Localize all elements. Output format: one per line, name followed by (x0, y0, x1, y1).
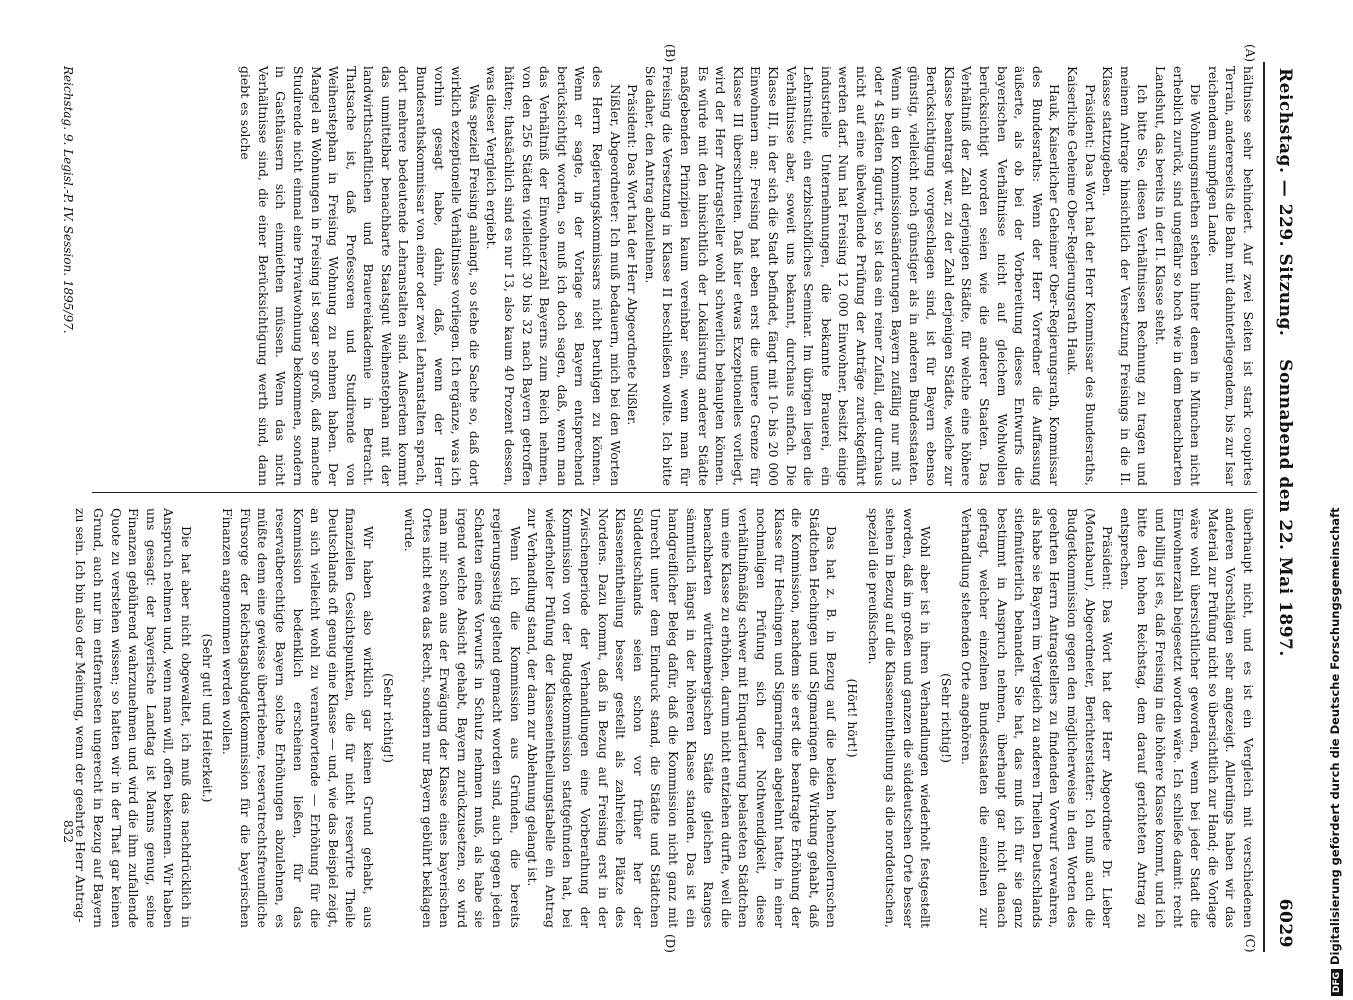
paragraph: Ich bitte Sie, diesen Verhältnissen Rechnung zu tragen und meinem Antrage hinsichtlich der Versetzung Freisings in die II. Klasse stattzugeben. (1100, 66, 1151, 486)
paragraph: Das hat z. B. in Bezug auf die beiden hohenzollernschen Städtchen Hechingen und Sigmaringen die Wirkung gehabt, daß die Kommission, nachdem sie erst die beantragte Erhöhung der Klasse für Hechingen und Sigmaringen abgelehnt hatte, in einer nochmaligen Prüfung sich der Nothwendigkeit, diese verhältnißmäßig schwer mit Einquartierung belasteten Städtchen um eine Klasse zu erhöhen, darum nicht entziehen durfte, weil die benachbarten württembergischen Städte gleichen Ranges sämmtlich längst in der höheren Klasse standen. Das ist ein handgreiflicher Beleg dafür, daß die Kommission nicht ganz mit Unrecht unter dem Eindruck stand, die Städte und Städtchen Süddeutschlands seien schon vor früher her der Klasseneintheilung besser gestellt als zahlreiche Plätze des Nordens. Dazu kommt, daß in Bezug auf Freising erst in der Zwischenperiode der Verhandlungen eine Vorberathung der Kommission von der Budgetkommission stattgefunden hat, bei wiederholter Prüfung der Klasseneintheilungstabelle ein Antrag zur Verhandlung stand, der dann zur Ablehnung gelangt ist. (525, 508, 840, 928)
header-left: Reichstag. — 229. Sitzung. (1275, 68, 1295, 337)
margin-marker-d: (D) (663, 934, 677, 953)
dfg-logo: DFG (1331, 969, 1343, 996)
paragraph: Wohl aber ist in ihren Verhandlungen wiederholt festgestellt worden, daß im großen und ganzen die süddeutschen Orte besser stehen in Bezug auf die Klasseneintheilung als die norddeutschen, speziell die preußischen. (865, 508, 934, 928)
margin-marker-c: (C) (1243, 934, 1257, 953)
footer-page-number: 832 (61, 820, 75, 843)
paragraph: Die hat aber nicht obgewaltet, ich muß das nachdrücklich in Anspruch nehmen und, wenn man will, offen bekennen. Wir haben uns gesagt: der bayerische Landtag ist Manns genug, seine Finanzen gebührend wahrzunehmen und wird die ihm zufallende Quote zu verstehen wissen; so hatten wir in der That gar keinen Grund, auch nur im entferntesten ungerecht in Bezug auf Bayern zu sein. Ich bin also der Meinung, wenn der geehrte Herr Antrag- (73, 508, 194, 928)
paragraph: Die Wohnungsmiethen stehen hinter denen in München nicht erheblich zurück, sind ungefähr so hoch wie in dem benachbarten Landshut, das bereits in der II. Klasse steht. (1153, 66, 1204, 486)
digitization-credit (1328, 507, 1343, 996)
right-column (73, 508, 1257, 928)
header-rule (1263, 62, 1265, 952)
paragraph: Wenn ich die Kommission aus Gründen, die bereits regierungsseitig geltend gemacht worden sind, auch gegen jeden Schatten eines Vorwurfs in Schutz nehmen muß, als habe sie irgend welche Absicht gehabt, Bayern zurückzusetzen, so wird man mir schon aus der Erwägung der Klasse eines bayerischen Ortes nicht etwa das Recht, sondern nur Bayern gebührt beklagen würde. (402, 508, 523, 928)
interjection: (Hört! hört!) (844, 678, 860, 758)
paragraph: überhaupt nicht, und es ist ein Vergleich mit verschiedenen anderen Vorschlägen sehr angezeigt. Allerdings haben wir das Material zur Prüfung nicht so übersichtlich zur Hand; die Vorlage wäre wohl übersichtlicher geworden, wenn bei jeder Stadt die Einwohnerzahl beigesetzt worden wäre. Ich schließe damit: recht und billig ist es, daß Freising in die höhere Klasse kommt, und ich bitte den hohen Reichstag, dem darauf gerichteten Antrag zu entsprechen. (1117, 508, 1256, 928)
page-header (1271, 68, 1295, 948)
margin-marker-a: (A) (1243, 44, 1257, 63)
page-number: 6029 (1275, 898, 1295, 948)
paragraph: Hauk, Kaiserlicher Geheimer Ober-Regierungsrath, Kommissar des Bundesraths: Wenn der Herr Vorredner die Auffassung äußerte, als ob bei der Vorbereitung dieses Entwurfs die bayerischen Verhältnisse nicht auf gleichem Wohlwollen berücksichtigt worden seien wie die anderer Staaten. Das Verhältniß der Zahl derjenigen Städte, für welche eine höhere Klasse beantragt war, zu der Zahl derjenigen Städte, welche zur Berücksichtigung vorgeschlagen sind, ist für Bayern ebenso günstig, vielleicht noch günstiger als in anderen Bundesstaaten. Wenn in den Kommissionsänderungen Bayern zufällig nur mit 3 oder 4 Städten figurirt, so ist das ein reiner Zufall, der durchaus nicht auf eine übelwollende Prüfung der Anträge zurückgeführt werden darf. Nun hat Freising 12 000 Einwohner, besitzt einige industrielle Unternehmungen, die bekannte Brauerei, ein Lehrinstitut, ein erzbischöfliches Seminar. Im übrigen liegen die Verhältnisse aber, soweit uns bekannt, durchaus einfach. Die Klasse III, in der sich die Stadt befindet, fängt mit 10- bis 20 000 Einwohnern an; Freising hat eben erst die untere Grenze für Klasse III überschritten. Daß hier etwas Exzeptionelles vorliegt, wird der Herr Antragsteller wohl schwerlich behaupten können. Es würde mit den hinsichtlich der Lokalisirung anderer Städte maßgebenden Prinzipien kaum vereinbar sein, wenn man für Freising die Versetzung in Klasse II beschließen wollte. Ich bitte Sie daher, den Antrag abzulehnen. (642, 66, 1063, 486)
footer-session: Reichstag. 9. Legisl.-P. IV. Session. 1895/97. (61, 66, 75, 334)
paragraph: Präsident: Das Wort hat der Herr Kommissar des Bundesraths, Kaiserliche Geheime Ober-Regierungsrath Hauk. (1065, 66, 1098, 486)
paragraph: hältnisse sehr behindert. Auf zwei Seiten ist stark coupirtes Terrain, andererseits die Bahn mit dahinterliegendem, bis zur Isar reichendem sumpfigen Lande. (1205, 66, 1256, 486)
interjection: (Sehr gut! und Heiterkeit.) (199, 633, 215, 803)
interjection: (Sehr richtig!) (938, 673, 954, 763)
paragraph: Was speziell Freising anlangt, so stehe die Sache so, daß dort wirklich exzeptionelle Verhältnisse vorliegen. Ich ergänze, was ich vorhin gesagt habe, dahin, daß, wenn der Herr Bundesrathskommissar von einer oder zwei Lehranstalten sprach, dort mehrere bedeutende Lehranstalten sind. Außerdem kommt das unmittelbar benachbarte Staatsgut Weihenstephan mit der landwirthschaftlichen und Brauereiakademie in Betracht. Thatsache ist, daß Professoren und Studirende von Weihenstephan in Freising Wohnung zu nehmen haben. Der Mangel an Wohnungen in Freising ist sogar so groß, daß manche Studirende nicht einmal eine Privatwohnung bekommen, sondern in Gasthäusern sich einmiethen müssen. Wenn das nicht Verhältnisse sind, die einer Berücksichtigung werth sind, dann giebt es solche (238, 66, 482, 486)
header-date: Sonnabend den 22. Mai 1897. (1275, 359, 1295, 657)
margin-marker-b: (B) (663, 44, 677, 63)
column-divider (92, 492, 1257, 493)
paragraph: Wir haben also wirklich gar keinen Grund gehabt, aus finanziellen Gesichtspunkten, die für nicht reservirte Theile Deutschlands oft genug eine Klasse — und, wie das Beispiel zeigt, an sich vielleicht wohl zu verantwortende — Erhöhung für die Kommission bedenklich erscheinen ließen, für das reservatberechtigte Bayern solche Erhöhungen abzulehnen, es müßte denn eine gewisse übertriebene, reservatrechtsfreundliche Fürsorge der Reichstagsbudgetkommission für die bayerischen Finanzen angenommen werden wollen. (220, 508, 376, 928)
paragraph: Präsident: Das Wort hat der Herr Abgeordnete Nißler. (625, 84, 641, 426)
interjection: (Sehr richtig!) (381, 673, 397, 763)
paragraph: Präsident: Das Wort hat der Herr Abgeordnete Dr. Lieber (Montabaur), Abgeordneter, Berichterstatter: Ich muß auch die Budgetkommission gegen den möglicherweise in den Worten des geehrten Herrn Antragstellers zu findenden Vorwurf verwahren, als habe sie Bayern im Vergleich zu anderen Theilen Deutschlands stiefmütterlich behandelt. Sie hat, das muß ich für sie ganz bestimmt in Anspruch nehmen, überhaupt gar nicht danach gefragt, welcher einzelnen Bundesstaaten die einzelnen zur Verhandlung stehenden Orte angehören. (959, 508, 1116, 928)
left-column (87, 66, 1257, 486)
credit-text: Digitalisierung gefördert durch die Deutsche Forschungsgemeinschaft (1328, 507, 1342, 965)
paragraph: Nißler, Abgeordneter: Ich muß bedauern, mich bei den Worten des Herrn Regierungskommissars nicht beruhigen zu können. Wenn er sagte, in der Vorlage sei Bayern entsprechend berücksichtigt worden, so muß ich doch sagen, daß, wenn man das Verhältniß der Einwohnerzahl Bayerns zum Reich nehmen, von den 256 Städten vielleicht 30 bis 32 nach Bayern getroffen hätten; thatsächlich sind es nur 13, also kaum 40 Prozent dessen, was dieser Vergleich ergiebt. (484, 66, 623, 486)
